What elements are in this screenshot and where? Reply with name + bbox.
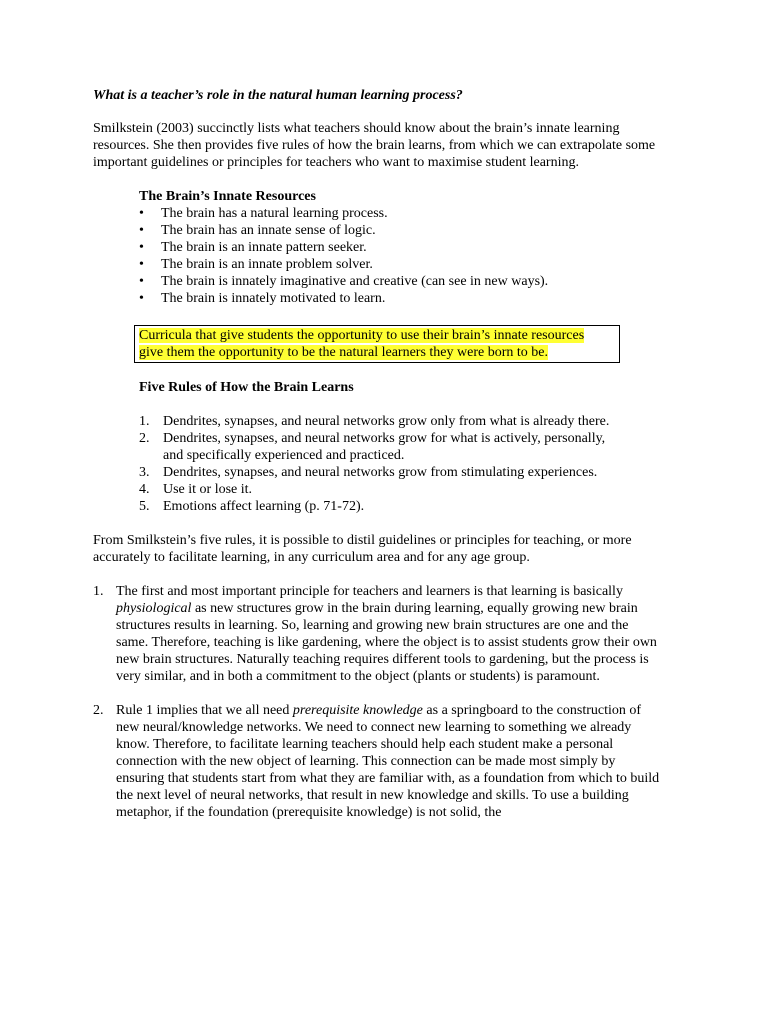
- bullet-icon: •: [139, 291, 144, 306]
- list-number: 2.: [93, 703, 104, 718]
- list-item-text: Dendrites, synapses, and neural networks grow only from what is already there.: [163, 414, 610, 429]
- intro-paragraph: Smilkstein (2003) succinctly lists what teachers should know about the brain’s innate learning resources. She then provides five rules of how the brain learns, from which we can extrapolate some important guidelines or principles for teachers who want to maximise student learning.: [93, 121, 656, 170]
- principle-text-end: as new structures grow in the brain during learning, equally growing new brain structures results in learning. So, learning and growing new brain structures are one and the same. Therefore, teaching is like gardening, where the object is to assist students grow their own new brain structures. Naturally teaching requires different tools to gardening, but the process is very similar, and in both a commitment to the object (plants or students) is paramount.: [116, 601, 657, 684]
- list-item: [139, 290, 673, 307]
- list-item: [139, 239, 673, 256]
- list-item: [139, 430, 623, 464]
- list-item: [93, 583, 661, 685]
- document-page: [93, 87, 673, 838]
- list-item: [139, 498, 623, 515]
- list-number: 1.: [93, 584, 104, 599]
- five-rules-title: Five Rules of How the Brain Learns: [139, 380, 354, 395]
- list-item: [139, 205, 673, 222]
- principle-text-end: as a springboard to the construction of new neural/knowledge networks. We need to connect new learning to something we already know. Therefore, to facilitate learning teachers should help each student make a personal connection with the new object of learning. This connection can be made most simply by ensuring that students start from what they are familiar with, as a foundation from which to build the next level of neural networks, that result in new knowledge and skills. To use a building metaphor, if the foundation (prerequisite knowledge) is not solid, the: [116, 703, 660, 820]
- list-item-text: Emotions affect learning (p. 71-72).: [163, 499, 365, 514]
- list-item-text: The brain is an innate pattern seeker.: [161, 240, 367, 255]
- list-number: 5.: [139, 499, 150, 514]
- list-item-text: The brain has a natural learning process.: [161, 206, 388, 221]
- principle-emphasis: physiological: [116, 601, 192, 616]
- principle-emphasis: prerequisite knowledge: [292, 703, 423, 718]
- list-number: 2.: [139, 431, 150, 446]
- list-number: 4.: [139, 482, 150, 497]
- callout-text: Curricula that give students the opportunity to use their brain’s innate resources give them the opportunity to be the natural learners they were born to be.: [139, 328, 585, 360]
- list-item: [139, 256, 673, 273]
- list-item: [139, 481, 623, 498]
- five-rules-section: [139, 379, 673, 515]
- five-rules-list: [139, 413, 673, 515]
- list-item-text: The brain has an innate sense of logic.: [161, 223, 376, 238]
- list-item-text: The brain is innately imaginative and creative (can see in new ways).: [161, 274, 549, 289]
- list-item-text: Dendrites, synapses, and neural networks grow from stimulating experiences.: [163, 465, 598, 480]
- highlighted-callout-box: [134, 325, 620, 363]
- list-number: 3.: [139, 465, 150, 480]
- list-item-text: The brain is an innate problem solver.: [161, 257, 373, 272]
- page-heading: What is a teacher’s role in the natural human learning process?: [93, 88, 463, 103]
- bullet-icon: •: [139, 274, 144, 289]
- list-item-text: The brain is innately motivated to learn.: [161, 291, 386, 306]
- innate-resources-section: [139, 188, 673, 307]
- bullet-icon: •: [139, 206, 144, 221]
- principles-list: [93, 583, 673, 821]
- innate-resources-title: The Brain’s Innate Resources: [139, 189, 316, 204]
- principle-text-start: Rule 1 implies that we all need: [116, 703, 293, 718]
- list-item: [139, 413, 623, 430]
- principles-intro-paragraph: From Smilkstein’s five rules, it is possible to distil guidelines or principles for teaching, or more accurately to facilitate learning, in any curriculum area and for any age group.: [93, 533, 632, 565]
- innate-resources-list: [139, 205, 673, 307]
- list-item: [93, 702, 661, 821]
- bullet-icon: •: [139, 240, 144, 255]
- list-item: [139, 222, 673, 239]
- bullet-icon: •: [139, 223, 144, 238]
- bullet-icon: •: [139, 257, 144, 272]
- list-item-text: Dendrites, synapses, and neural networks grow for what is actively, personally, and specifically experienced and practiced.: [163, 431, 606, 463]
- list-item-text: Use it or lose it.: [163, 482, 253, 497]
- principle-text-start: The first and most important principle for teachers and learners is that learning is basically: [116, 584, 623, 599]
- list-number: 1.: [139, 414, 150, 429]
- list-item: [139, 273, 673, 290]
- list-item: [139, 464, 623, 481]
